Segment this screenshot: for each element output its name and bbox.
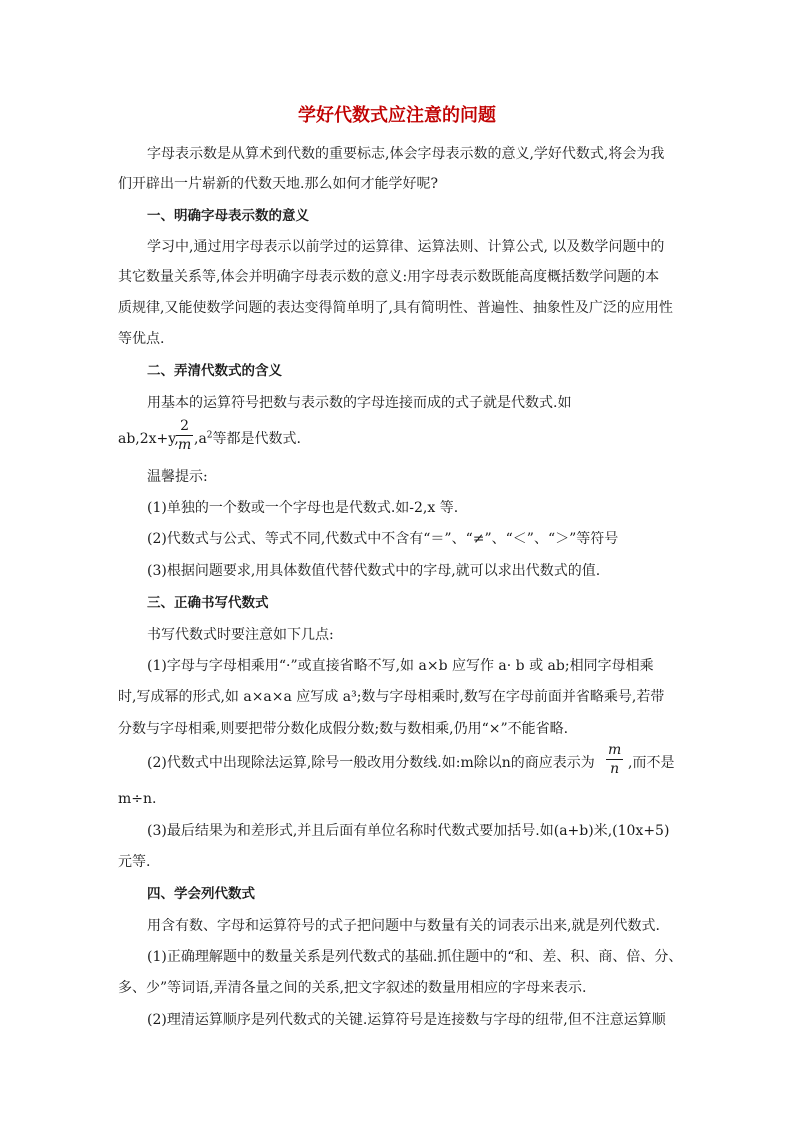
section-2-definition: 用基本的运算符号把数与表示数的字母连接而成的式子就是代数式.如 bbox=[147, 395, 572, 411]
section-1-heading: 一、明确字母表示数的意义 bbox=[147, 208, 309, 224]
section-3-heading: 三、正确书写代数式 bbox=[147, 595, 269, 611]
fraction-numerator: m bbox=[608, 742, 622, 758]
section-3-point-1-line-2: 时,写成幂的形式,如 a×a×a 应写成 a³;数与字母相乘时,数写在字母前面并省略乘号,若带 bbox=[118, 689, 665, 705]
section-1-line-3: 质规律,又能使数学问题的表达变得简单明了,具有简明性、普遍性、抽象性及广泛的应用性 bbox=[118, 300, 673, 316]
document-title: 学好代数式应注意的问题 bbox=[298, 105, 496, 126]
section-1-line-1: 学习中,通过用字母表示以前学过的运算律、运算法则、计算公式, 以及数学问题中的 bbox=[147, 239, 665, 255]
section-3-point-3-line-1: (3)最后结果为和差形式,并且后面有单位名称时代数式要加括号.如(a+b)米,(10x+5) bbox=[147, 823, 670, 839]
section-1-line-4: 等优点. bbox=[118, 331, 165, 347]
section-3-point-3-line-2: 元等. bbox=[118, 854, 151, 870]
section-3-point-2-suffix: ,而不是 bbox=[628, 755, 675, 771]
section-3-point-1-line-1: (1)字母与字母相乘用“·”或直接省略不写,如 a×b 应写作 a· b 或 ab;相同字母相乘 bbox=[147, 658, 654, 674]
intro-line-1: 字母表示数是从算术到代数的重要标志,体会字母表示数的意义,学好代数式,将会为我 bbox=[147, 146, 665, 162]
fraction-numerator: 2 bbox=[180, 418, 190, 434]
exponent: 2 bbox=[206, 430, 213, 441]
section-3-point-1-line-3: 分数与字母相乘,则要把带分数化成假分数;数与数相乘,仍用“×”不能省略. bbox=[118, 721, 569, 737]
section-4-point-1-line-1: (1)正确理解题中的数量关系是列代数式的基础.抓住题中的“和、差、积、商、倍、分、 bbox=[147, 949, 683, 965]
section-4-heading: 四、学会列代数式 bbox=[147, 886, 255, 902]
tip-3: (3)根据问题要求,用具体数值代替代数式中的字母,就可以求出代数式的值. bbox=[147, 563, 601, 579]
intro-line-2: 们开辟出一片崭新的代数天地.那么如何才能学好呢? bbox=[118, 176, 438, 192]
fraction-2-over-m bbox=[176, 418, 193, 453]
section-4-intro: 用含有数、字母和运算符号的式子把问题中与数量有关的词表示出来,就是列代数式. bbox=[147, 918, 660, 934]
section-1-line-2: 其它数量关系等,体会并明确字母表示数的意义:用字母表示数既能高度概括数学问题的本 bbox=[118, 269, 660, 285]
section-2-examples-suffix bbox=[194, 428, 394, 450]
examples-post-text: 等都是代数式. bbox=[212, 431, 301, 447]
fraction-bar bbox=[606, 759, 623, 760]
tip-label: 温馨提示: bbox=[147, 469, 208, 485]
fraction-denominator: n bbox=[610, 761, 620, 777]
tip-2: (2)代数式与公式、等式不同,代数式中不含有“＝”、“≠”、“＜”、“＞”等符号 bbox=[147, 531, 619, 547]
section-3-point-2-line-1: (2)代数式中出现除法运算,除号一般改用分数线.如:m除以n的商应表示为 bbox=[147, 755, 595, 771]
section-3-intro: 书写代数式时要注意如下几点: bbox=[147, 627, 334, 643]
section-4-point-1-line-2: 多、少”等词语,弄清各量之间的关系,把文字叙述的数量用相应的字母来表示. bbox=[118, 980, 587, 996]
section-2-heading: 二、弄清代数式的含义 bbox=[147, 363, 282, 379]
tip-1: (1)单独的一个数或一个字母也是代数式.如-2,x 等. bbox=[147, 500, 459, 516]
section-4-point-2-line-1: (2)理清运算顺序是列代数式的关键.运算符号是连接数与字母的纽带,但不注意运算顺 bbox=[147, 1012, 666, 1028]
section-3-point-2-line-2: m÷n. bbox=[118, 791, 157, 807]
fraction-denominator: m bbox=[178, 437, 192, 453]
section-2-examples-prefix: ab,2x+y, bbox=[118, 431, 179, 447]
examples-mid-text: ,a bbox=[194, 431, 207, 447]
fraction-bar bbox=[176, 435, 193, 436]
fraction-m-over-n bbox=[606, 742, 623, 777]
